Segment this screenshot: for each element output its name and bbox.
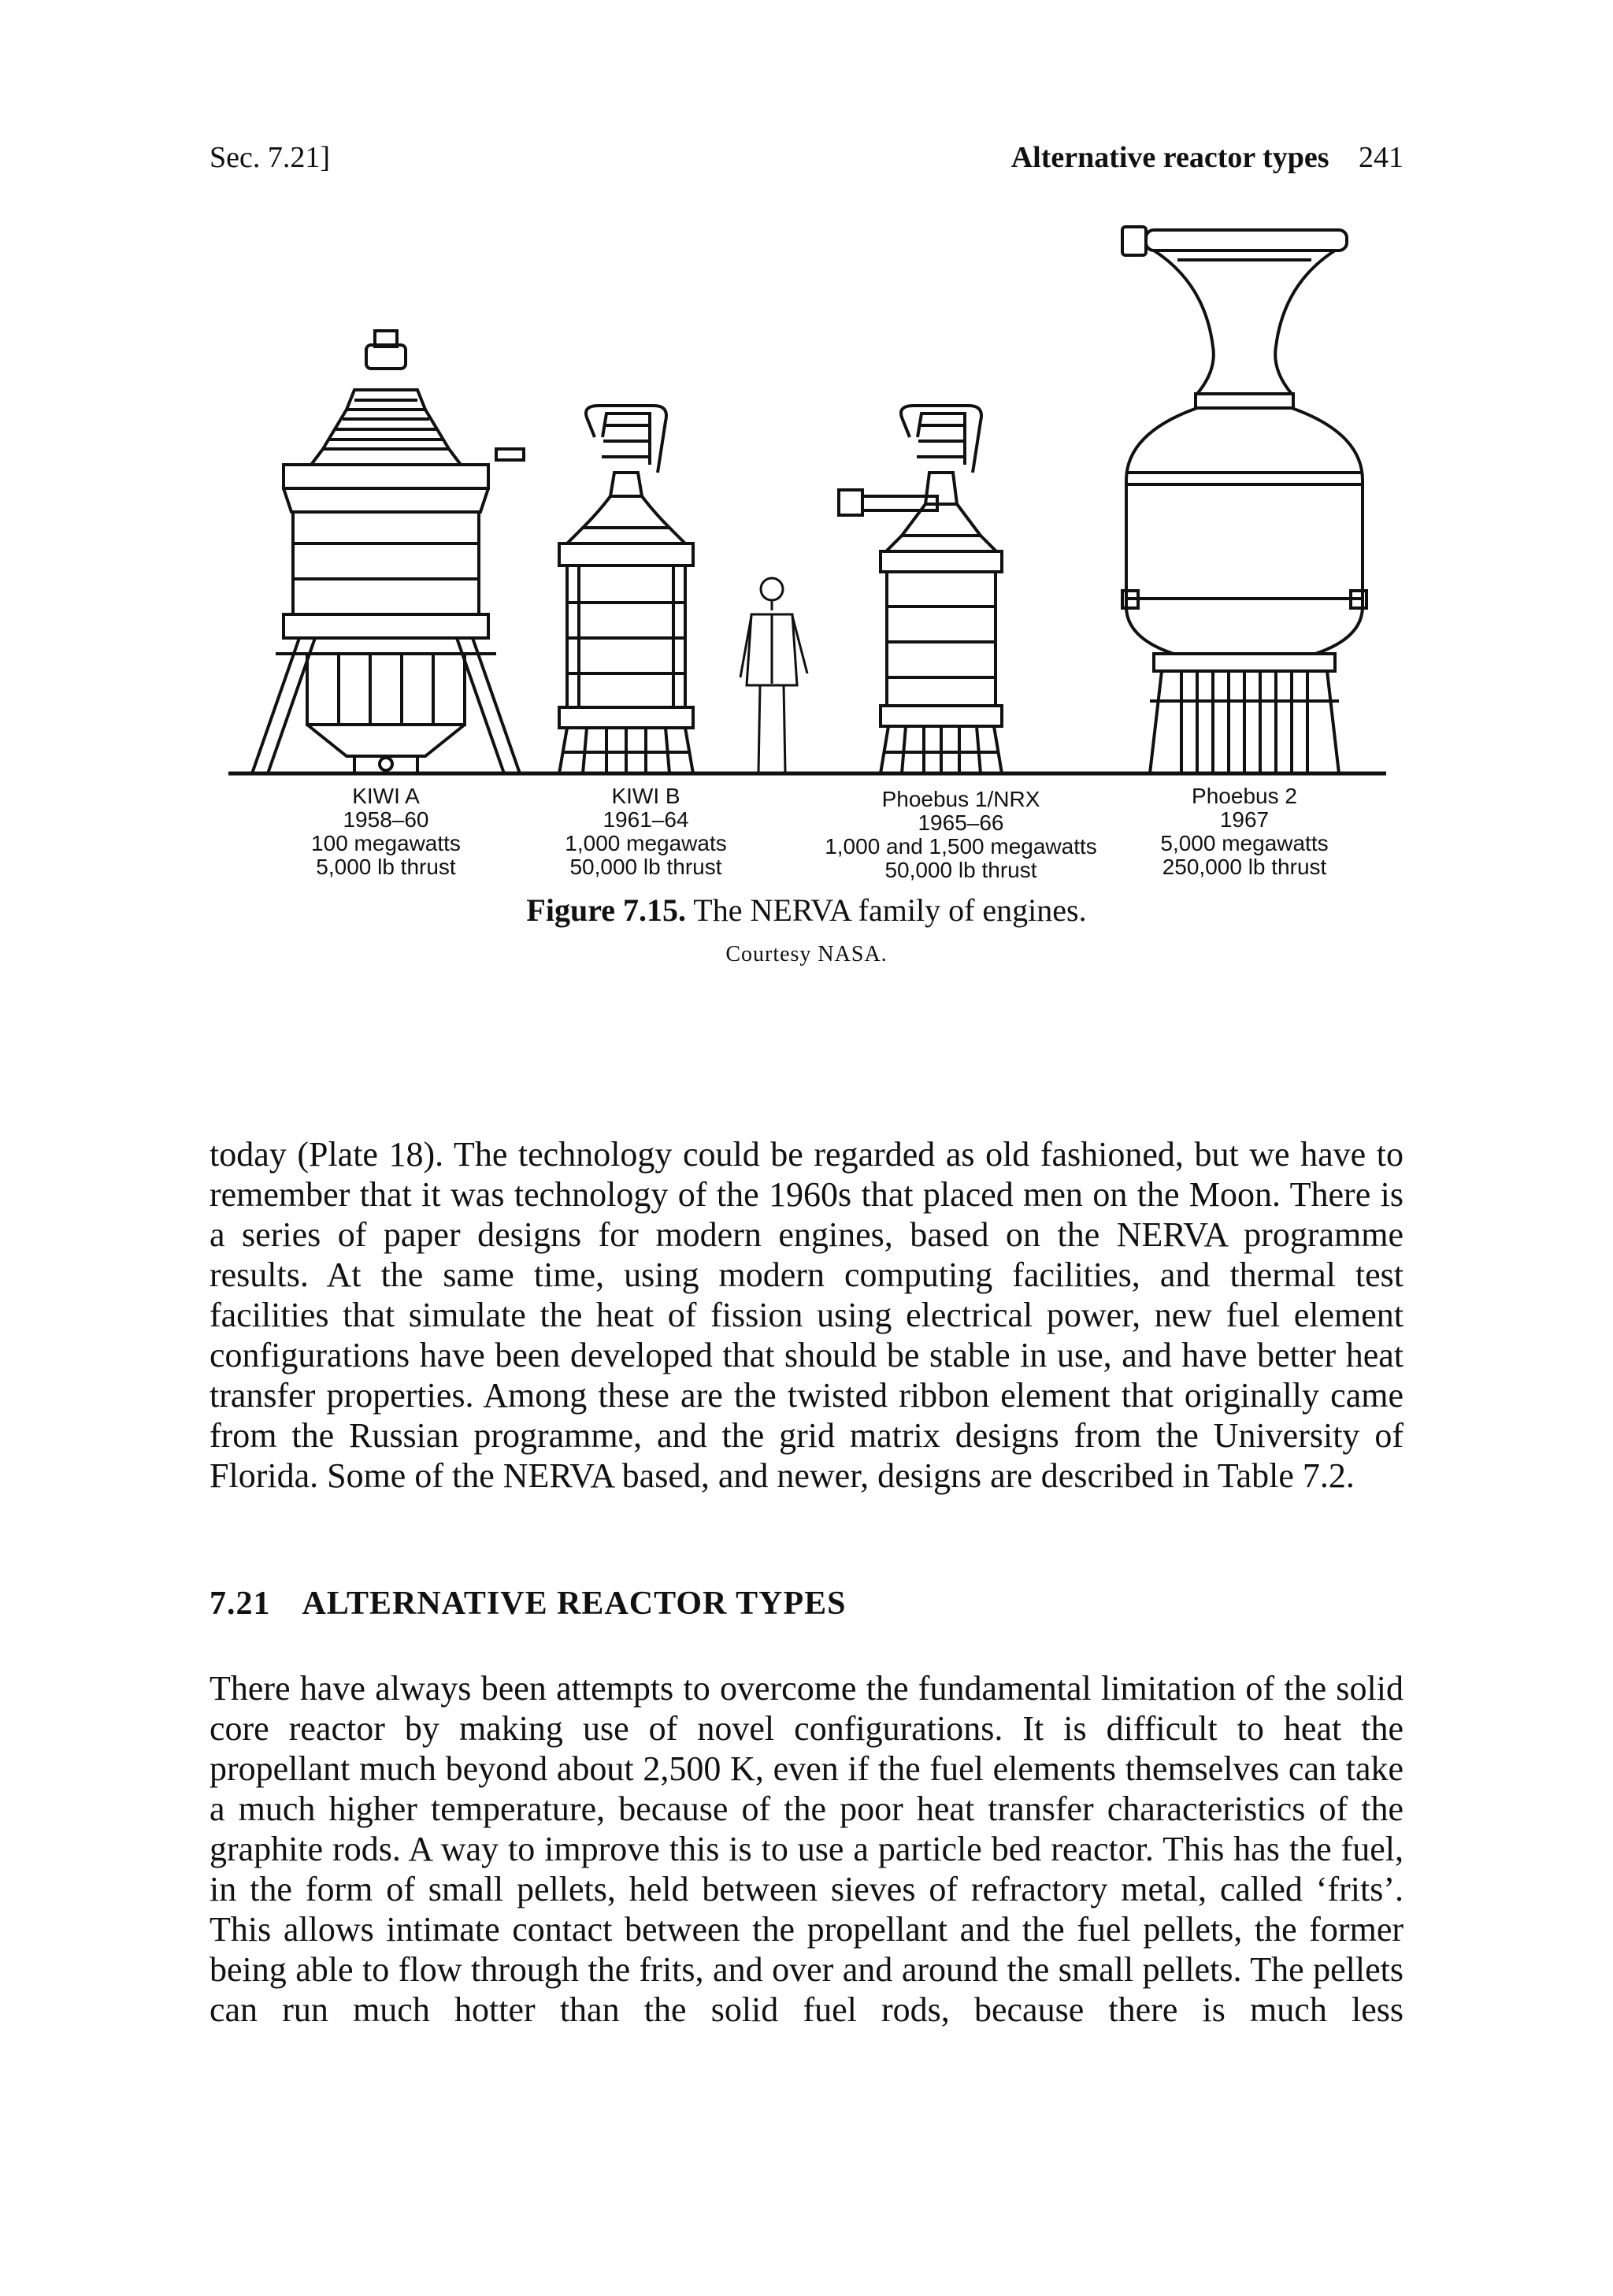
engine-power: 1,000 and 1,500 megawatts [825,834,1097,859]
body-paragraph-2: There have always been attempts to overcome the fundamental limitation of the solid core reactor by making use of novel configurations. It is difficult to heat the propellant much beyond about 2,500 K, even if the fuel elements themselves can take a much higher temperature, because of the poor heat transfer characteristics of the graphite rods. A way to improve this is to use a particle bed reactor. This has the fuel, in the form of small pellets, held between sieves of refractory metal, called ‘frits’. This allows intimate contact between the propellant and the fuel pellets, the former being able to flow through the frits, and over and around the small pellets. The pellets can run much hotter than the solid fuel rods, because there is much less [210,1669,1403,2029]
figure-caption-text: The NERVA family of engines. [693,892,1087,928]
engine-thrust: 50,000 lb thrust [884,858,1037,882]
section-number: 7.21 [210,1586,271,1622]
figure-credit: Courtesy NASA. [725,942,888,966]
human-scale-figure [740,578,807,772]
engine-years: 1965–66 [918,810,1004,835]
section-heading [210,1585,846,1623]
engine-power: 5,000 megawatts [1160,831,1329,855]
body-paragraph-1: today (Plate 18). The technology could be regarded as old fashioned, but we have to remember that it was technology of the 1960s that placed men on the Moon. There is a series of paper designs for modern engines, based on the NERVA programme results. At the same time, using modern computing facilities, and thermal test facilities that simulate the heat of fission using electrical power, new fuel element configurations have been developed that should be stable in use, and have better heat transfer properties. Among these are the twisted ribbon element that originally came from the Russian programme, and the grid matrix designs from the University of Florida. Some of the NERVA based, and newer, designs are described in Table 7.2. [210,1135,1403,1495]
engine-name: KIWI A [352,784,420,808]
engine-years: 1958–60 [343,807,429,832]
kiwi-a-drawing [252,331,524,773]
engine-thrust: 5,000 lb thrust [316,855,456,879]
running-header-title [1011,140,1403,175]
engine-name: Phoebus 2 [1192,784,1297,808]
engine-years: 1961–64 [603,807,689,832]
engine-power: 100 megawatts [311,831,461,855]
section-title: ALTERNATIVE REACTOR TYPES [302,1586,847,1622]
engine-thrust: 50,000 lb thrust [569,855,722,879]
nerva-figure [228,213,1386,882]
page-number: 241 [1359,141,1403,174]
phoebus-2-drawing [1122,227,1366,773]
nerva-engines-illustration [228,213,1386,882]
engine-name: Phoebus 1/NRX [881,787,1040,811]
running-title: Alternative reactor types [1010,141,1329,174]
engine-years: 1967 [1219,807,1270,832]
running-header-section: Sec. 7.21] [210,141,331,174]
kiwi-b-drawing [559,406,693,773]
engine-power: 1,000 megawats [565,831,727,855]
engine-name: KIWI B [611,784,680,808]
figure-caption-label: Figure 7.15. [526,892,686,928]
figure-caption [0,892,1613,929]
phoebus-1-nrx-drawing [839,406,1002,773]
engine-captions [311,784,1329,882]
engine-thrust: 250,000 lb thrust [1162,855,1327,879]
